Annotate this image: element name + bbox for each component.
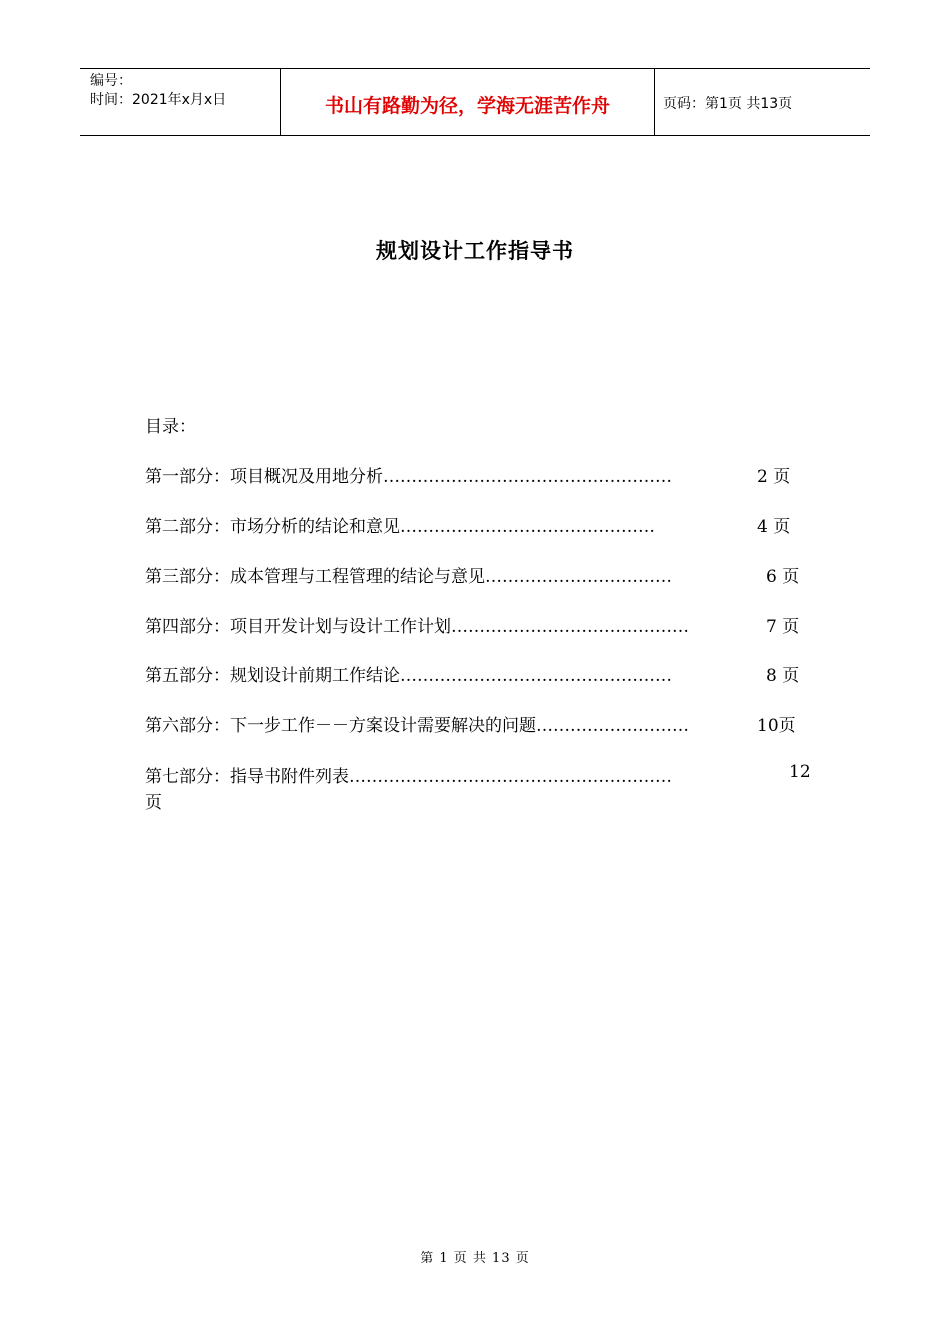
toc-page-5: 8 页 bbox=[766, 666, 800, 686]
header-motto: 书山有路勤为径，学海无涯苦作舟 bbox=[281, 69, 655, 135]
header-table bbox=[80, 68, 870, 136]
toc-page-7: 12 bbox=[789, 762, 811, 782]
toc-heading: 目录： bbox=[145, 417, 196, 437]
toc-page-3: 6 页 bbox=[766, 567, 800, 587]
toc-entry-7[interactable]: 第七部分：指导书附件列表………………………………………………… bbox=[145, 767, 672, 787]
date-label: 时间：2021年x月x日 bbox=[90, 92, 227, 108]
header-page-info: 页码：第1页 共13页 bbox=[663, 96, 793, 112]
toc-entry-1[interactable]: 第一部分：项目概况及用地分析…………………………………………… bbox=[145, 467, 672, 487]
toc-page-1: 2 页 bbox=[757, 467, 791, 487]
toc-page-6: 10页 bbox=[757, 716, 796, 736]
serial-label: 编号： bbox=[90, 73, 132, 89]
toc-page-2: 4 页 bbox=[757, 517, 791, 537]
page-footer: 第 1 页 共 13 页 bbox=[420, 1251, 530, 1266]
toc-page-4: 7 页 bbox=[766, 617, 800, 637]
toc-page-7-continued: 页 bbox=[145, 793, 162, 813]
document-title: 规划设计工作指导书 bbox=[376, 238, 574, 263]
toc-entry-6[interactable]: 第六部分：下一步工作－－方案设计需要解决的问题……………………… bbox=[145, 716, 689, 736]
header-info-cell bbox=[80, 69, 281, 135]
toc-entry-5[interactable]: 第五部分：规划设计前期工作结论………………………………………… bbox=[145, 666, 672, 686]
toc-entry-2[interactable]: 第二部分：市场分析的结论和意见……………………………………… bbox=[145, 517, 655, 537]
toc-entry-3[interactable]: 第三部分：成本管理与工程管理的结论与意见…………………………… bbox=[145, 567, 672, 587]
toc-entry-4[interactable]: 第四部分：项目开发计划与设计工作计划…………………………………… bbox=[145, 617, 689, 637]
